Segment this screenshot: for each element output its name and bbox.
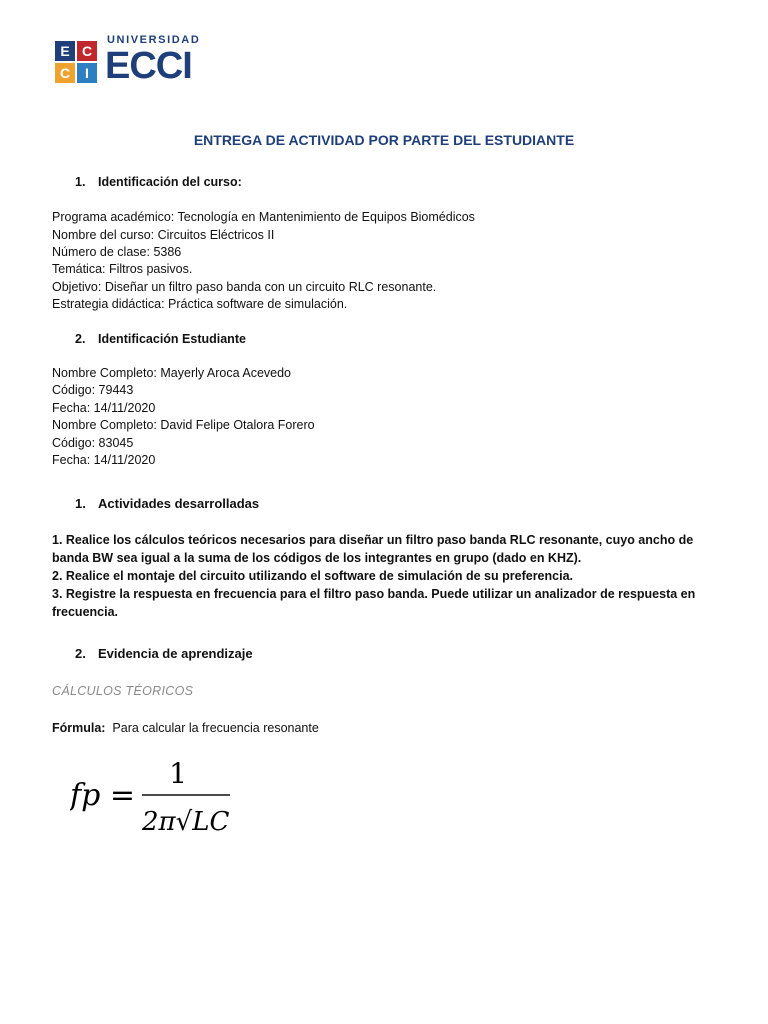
course-name-label: Nombre del curso: — [52, 228, 155, 242]
section-3-title: Actividades desarrolladas — [98, 496, 260, 511]
objective-line — [52, 279, 436, 296]
formula-line — [52, 721, 319, 735]
student-2-date: Fecha: 14/11/2020 — [52, 453, 156, 467]
logo-universidad-text: UNIVERSIDAD — [107, 34, 201, 46]
logo-square-c1: C — [77, 41, 97, 61]
document-title: ENTREGA DE ACTIVIDAD POR PARTE DEL ESTUDIANTE — [193, 132, 575, 148]
class-number-value: 5386 — [149, 245, 182, 259]
section-4-title: Evidencia de aprendizaje — [98, 646, 253, 661]
student-2-name: Nombre Completo: David Felipe Otalora Forero — [52, 418, 315, 432]
program-value: Tecnología en Mantenimiento de Equipos Biomédicos — [174, 210, 475, 224]
activities-text — [52, 531, 712, 621]
class-number-label: Número de clase: — [52, 245, 150, 259]
section-2-number: 2. — [75, 332, 86, 346]
logo-squares — [55, 36, 101, 86]
course-name-value: Circuitos Eléctricos II — [154, 228, 275, 242]
section-4-heading — [75, 645, 253, 662]
topic-value: Filtros pasivos. — [105, 262, 193, 276]
strategy-line — [52, 296, 347, 313]
objective-label: Objetivo: — [52, 280, 102, 294]
student-1-name: Nombre Completo: Mayerly Aroca Acevedo — [52, 366, 291, 380]
strategy-value: Práctica software de simulación. — [164, 297, 348, 311]
logo-square-c2: C — [55, 63, 75, 83]
formula-description: Para calcular la frecuencia resonante — [105, 721, 319, 735]
objective-value: Diseñar un filtro paso banda con un circuito RLC resonante. — [101, 280, 437, 294]
logo-ecci-text: ECCI — [105, 45, 192, 87]
university-logo — [55, 36, 215, 88]
section-1-heading — [75, 174, 242, 191]
class-number-line — [52, 244, 181, 261]
activity-3: 3. Registre la respuesta en frecuencia para el filtro paso banda. Puede utilizar un analizador de respuesta en frecuencia. — [52, 587, 696, 619]
section-2-heading — [75, 331, 246, 348]
activity-1: 1. Realice los cálculos teóricos necesarios para diseñar un filtro paso banda RLC resonante, cuyo ancho de banda BW sea igual a la suma de los códigos de los integrantes en grupo (dado en KHZ). — [52, 533, 694, 565]
student-2-code: Código: 83045 — [52, 436, 134, 450]
topic-label: Temática: — [52, 262, 106, 276]
student-1-date: Fecha: 14/11/2020 — [52, 401, 156, 415]
formula-denominator: 2π√LC — [142, 807, 230, 837]
course-name-line — [52, 227, 274, 244]
activity-2: 2. Realice el montaje del circuito utilizando el software de simulación de su preferencia. — [52, 569, 573, 583]
section-1-title: Identificación del curso: — [98, 175, 242, 189]
logo-square-e: E — [55, 41, 75, 61]
formula-label: Fórmula: — [52, 721, 106, 735]
student-1-code: Código: 79443 — [52, 383, 134, 397]
section-2-title: Identificación Estudiante — [98, 332, 246, 346]
theoretical-calculations-title: CÁLCULOS TÉORICOS — [52, 684, 194, 698]
logo-square-i: I — [77, 63, 97, 83]
section-1-number: 1. — [75, 175, 86, 189]
formula-lhs: fp = — [70, 778, 135, 813]
section-4-number: 2. — [75, 646, 86, 661]
section-3-number: 1. — [75, 496, 86, 511]
strategy-label: Estrategia didáctica: — [52, 297, 165, 311]
resonant-frequency-formula — [70, 755, 270, 845]
topic-line — [52, 261, 192, 278]
formula-numerator: 1 — [169, 757, 187, 790]
program-label: Programa académico: — [52, 210, 175, 224]
course-program-line — [52, 209, 475, 226]
section-3-heading — [75, 495, 259, 512]
